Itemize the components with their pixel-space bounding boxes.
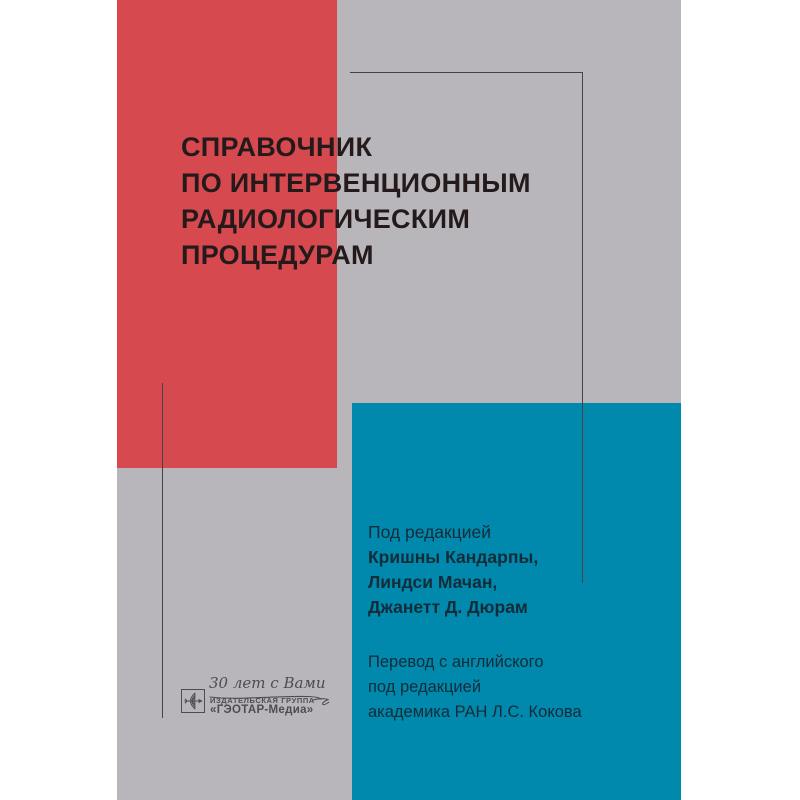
translation-line-3: академика РАН Л.С. Кокова xyxy=(368,703,582,721)
decorative-rule-top xyxy=(350,72,583,73)
book-title-line-4: ПРОЦЕДУРАМ xyxy=(181,240,374,270)
editor-name-3: Джанетт Д. Дюрам xyxy=(368,597,528,617)
editors-intro: Под редакцией xyxy=(368,522,491,542)
decorative-rule-left xyxy=(162,383,163,718)
publisher-brand-name: «ГЭОТАР-Медиа» xyxy=(210,704,314,716)
book-title xyxy=(181,129,531,273)
book-title-line-2: ПО ИНТЕРВЕНЦИОННЫМ xyxy=(181,168,531,198)
editors-credit xyxy=(368,520,538,620)
translation-credit xyxy=(368,650,582,725)
book-title-line-3: РАДИОЛОГИЧЕСКИМ xyxy=(181,204,471,234)
publisher-anniversary-script: 30 лет с Вами xyxy=(209,674,326,692)
editor-name-2: Линдси Мачан, xyxy=(368,572,498,592)
book-title-line-1: СПРАВОЧНИК xyxy=(181,132,373,162)
translation-line-1: Перевод с английского xyxy=(368,653,544,671)
book-cover xyxy=(117,0,681,800)
decorative-rule-right xyxy=(582,72,583,583)
editor-name-1: Кришны Кандарпы, xyxy=(368,547,539,567)
publisher-group-label: ИЗДАТЕЛЬСКАЯ ГРУППА xyxy=(210,696,315,705)
translation-line-2: под редакцией xyxy=(368,678,482,696)
bow-arrow-icon xyxy=(181,689,205,713)
